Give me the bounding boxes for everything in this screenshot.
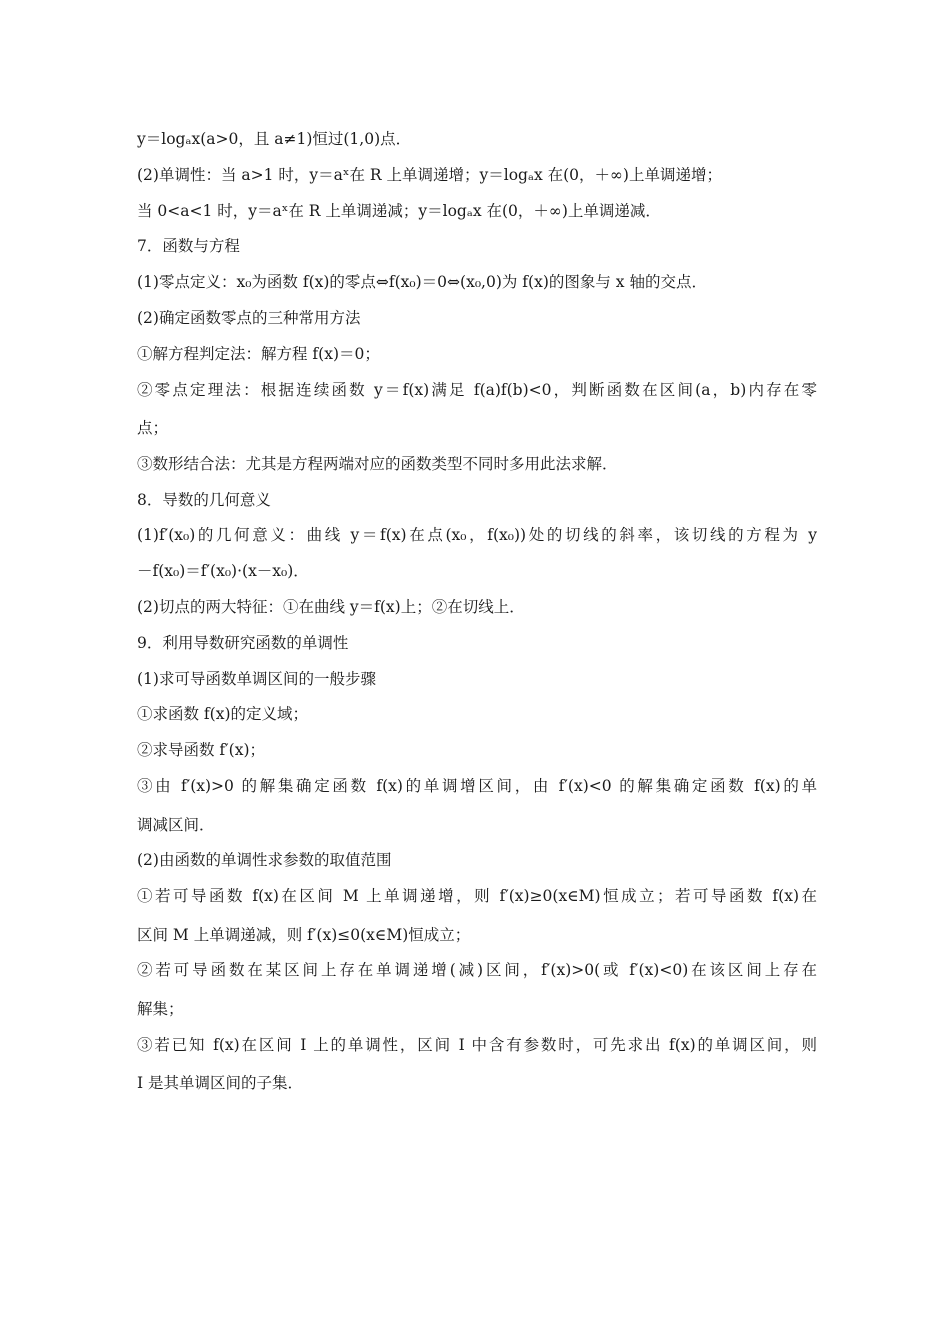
text-line: (1)求可导函数单调区间的一般步骤 <box>137 669 376 688</box>
text-line: 解集； <box>137 999 184 1018</box>
text-line: (1)零点定义：x₀为函数 f(x)的零点⇔f(x₀)＝0⇔(x₀,0)为 f(x)的图象与 x 轴的交点． <box>137 273 707 292</box>
text-line: ③由 f′(x)>0 的解集确定函数 f(x)的单调增区间，由 f′(x)<0 的解集确定函数 f(x)的单 <box>137 777 817 796</box>
text-line: 点； <box>137 419 169 438</box>
text-line: ①若可导函数 f(x)在区间 M 上单调递增，则 f′(x)≥0(x∈M)恒成立；若可导函数 f(x)在 <box>137 887 817 906</box>
text-line: (2)切点的两大特征：①在曲线 y＝f(x)上；②在切线上． <box>137 598 525 617</box>
text-line: ③数形结合法：尤其是方程两端对应的函数类型不同时多用此法求解． <box>137 454 618 473</box>
text-line: 区间 M 上单调递减，则 f′(x)≤0(x∈M)恒成立； <box>137 925 471 944</box>
text-line: ①求函数 f(x)的定义域； <box>137 705 309 724</box>
text-line: 调减区间． <box>137 815 215 834</box>
text-line: ②若可导函数在某区间上存在单调递增(减)区间，f′(x)>0(或 f′(x)<0)在该区间上存在 <box>137 961 817 980</box>
text-line: 当 0<a<1 时，y＝aˣ在 R 上单调递减；y＝logₐx 在(0，＋∞)上单调递减． <box>137 201 661 220</box>
document-body <box>137 125 817 1105</box>
section-heading-7: 7．函数与方程 <box>137 237 240 256</box>
text-line: y＝logₐx(a>0，且 a≠1)恒过(1,0)点． <box>137 130 412 148</box>
text-line: ①解方程判定法：解方程 f(x)＝0； <box>137 344 380 363</box>
text-line: (2)确定函数零点的三种常用方法 <box>137 308 361 327</box>
section-heading-8: 8．导数的几何意义 <box>137 490 271 509</box>
text-line: (2)由函数的单调性求参数的取值范围 <box>137 851 392 870</box>
section-heading-9: 9．利用导数研究函数的单调性 <box>137 633 349 652</box>
text-line: I 是其单调区间的子集． <box>137 1074 304 1093</box>
text-line: (1)f′(x₀)的几何意义：曲线 y＝f(x)在点(x₀，f(x₀))处的切线的斜率，该切线的方程为 y <box>137 526 817 545</box>
text-line: (2)单调性：当 a>1 时，y＝aˣ在 R 上单调递增；y＝logₐx 在(0，＋∞)上单调递增； <box>137 165 722 184</box>
text-line: ③若已知 f(x)在区间 I 上的单调性，区间 I 中含有参数时，可先求出 f(x)的单调区间，则 <box>137 1035 817 1054</box>
text-line: ②求导函数 f′(x)； <box>137 741 266 760</box>
text-line: ②零点定理法：根据连续函数 y＝f(x)满足 f(a)f(b)<0，判断函数在区间(a，b)内存在零 <box>137 380 817 399</box>
text-line: －f(x₀)＝f′(x₀)·(x－x₀)． <box>137 562 309 581</box>
